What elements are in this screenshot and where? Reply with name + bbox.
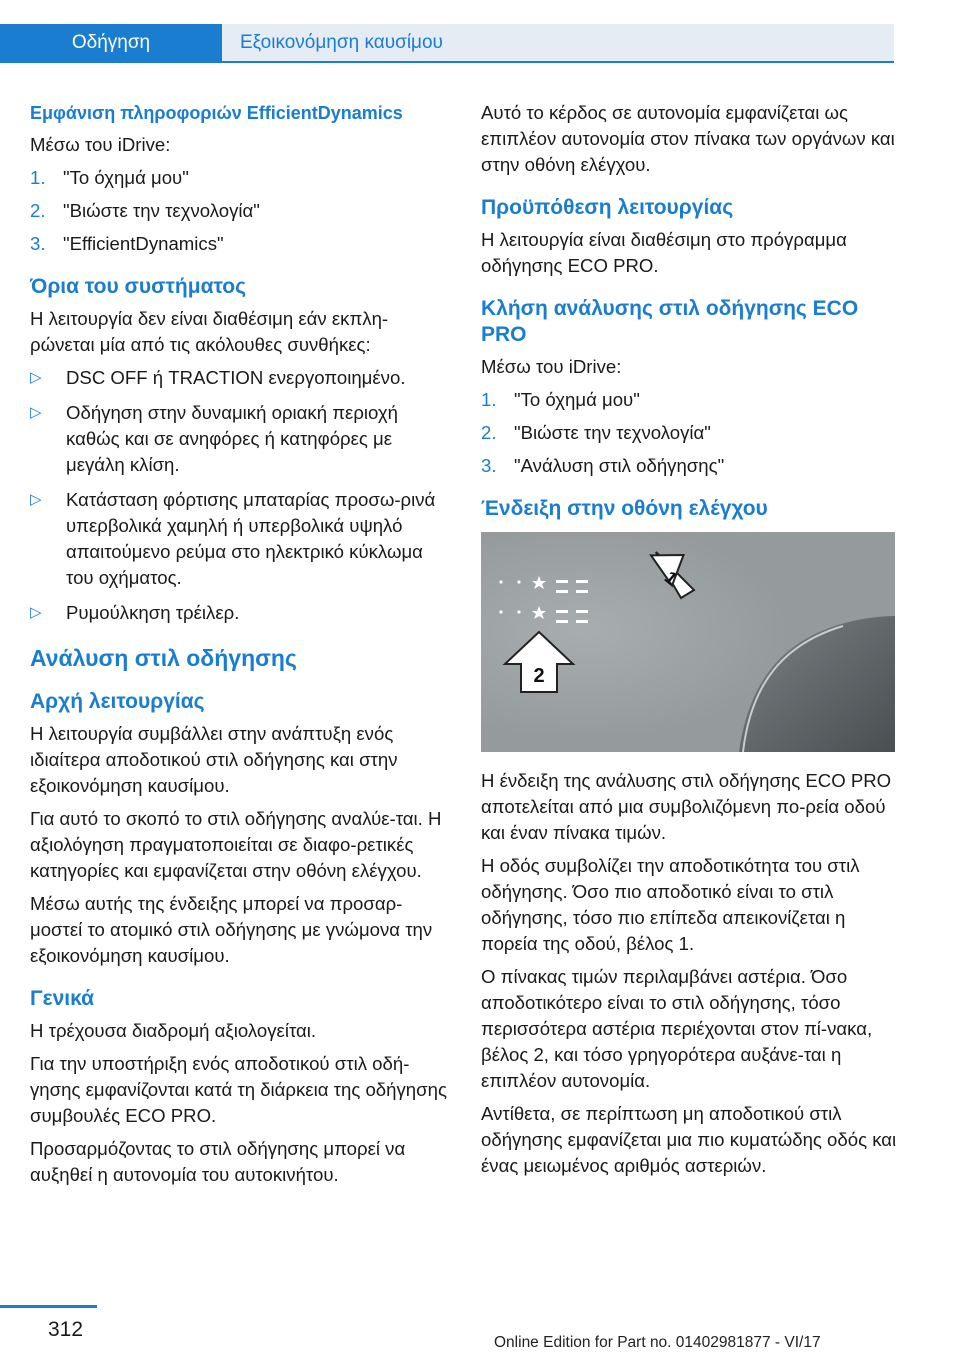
idrive-intro: Μέσω του iDrive: <box>30 134 171 155</box>
list-item <box>481 420 899 446</box>
paragraph: Η ένδειξη της ανάλυσης στιλ οδήγησης ECO PRO αποτελείται από μια συμβολιζόμενη πο-ρεία οδού και έναν πίνακα τιμών. <box>481 770 892 843</box>
section-title-driving-style-analysis: Ανάλυση στιλ οδήγησης <box>30 645 297 671</box>
step-number: 1. <box>30 167 46 188</box>
bullet-text: Κατάσταση φόρτισης μπαταρίας προσω-ρινά υπερβολικά χαμηλή ή υπερβολικά υψηλό απαιτούμενο ρεύμα στο ηλεκτρικό κύκλωμα του οχήματος. <box>66 489 436 588</box>
list-item <box>481 453 899 479</box>
section-title-efficientdynamics: Εμφάνιση πληροφοριών EfficientDynamics <box>30 103 403 123</box>
triangle-bullet-icon: ▷ <box>30 404 42 421</box>
triangle-bullet-icon: ▷ <box>30 604 42 621</box>
triangle-bullet-icon: ▷ <box>30 491 42 508</box>
paragraph: Η τρέχουσα διαδρομή αξιολογείται. <box>30 1020 317 1041</box>
page-header <box>0 0 960 62</box>
step-text: "EfficientDynamics" <box>63 233 224 254</box>
eco-pro-display-illustration <box>481 532 895 752</box>
section-title-system-limits: Όρια του συστήματος <box>30 275 247 298</box>
section-title-principle: Αρχή λειτουργίας <box>30 690 205 713</box>
left-column <box>30 100 448 1195</box>
right-column <box>481 100 899 1186</box>
section-tab: Εξοικονόμηση καυσίμου <box>222 24 894 62</box>
bullet-text: Ρυμούλκηση τρέιλερ. <box>66 602 240 623</box>
efficientdynamics-steps <box>30 165 448 257</box>
step-text: "Το όχημά μου" <box>63 167 189 188</box>
list-item <box>30 165 448 191</box>
system-limits-intro: Η λειτουργία δεν είναι διαθέσιμη εάν εκπλη-ρώνεται μία από τις ακόλουθες συνθήκες: <box>30 308 389 355</box>
callout-2-label: 2 <box>533 665 545 687</box>
section-title-call-analysis: Κλήση ανάλυσης στιλ οδήγησης ECO PRO <box>481 297 859 346</box>
step-number: 3. <box>481 455 497 476</box>
step-text: "Βιώστε την τεχνολογία" <box>63 200 260 221</box>
step-number: 2. <box>30 200 46 221</box>
step-text: "Βιώστε την τεχνολογία" <box>514 422 711 443</box>
paragraph: Προσαρμόζοντας το στιλ οδήγησης μπορεί να αυξηθεί η αυτονομία του αυτοκινήτου. <box>30 1138 406 1185</box>
list-item <box>30 231 448 257</box>
list-item <box>30 365 448 391</box>
triangle-bullet-icon: ▷ <box>30 369 42 386</box>
header-rule <box>0 61 894 63</box>
step-number: 3. <box>30 233 46 254</box>
list-item <box>30 487 448 591</box>
step-number: 2. <box>481 422 497 443</box>
paragraph: Για αυτό το σκοπό το στιλ οδήγησης αναλύε-ται. Η αξιολόγηση πραγματοποιείται σε διαφο-ρετικές κατηγορίες και εμφανίζεται στην οθόνη ελέγχου. <box>30 808 442 881</box>
footer-rule <box>0 1305 97 1308</box>
list-item <box>30 600 448 626</box>
list-item <box>30 198 448 224</box>
section-title-control-display: Ένδειξη στην οθόνη ελέγχου <box>481 497 768 520</box>
callout-1-label: 1 <box>660 567 682 589</box>
system-limits-list <box>30 365 448 626</box>
step-text: "Ανάλυση στιλ οδήγησης" <box>514 455 725 476</box>
section-title-general: Γενικά <box>30 987 95 1010</box>
bullet-text: DSC OFF ή TRACTION ενεργοποιημένο. <box>66 367 406 388</box>
paragraph: Η οδός συμβολίζει την αποδοτικότητα του στιλ οδήγησης. Όσο πιο αποδοτικό είναι το στιλ οδήγησης, τόσο πιο επίπεδα απεικονίζεται η πορεία της οδού, βέλος 1. <box>481 855 860 954</box>
paragraph: Αντίθετα, σε περίπτωση μη αποδοτικού στιλ οδήγησης εμφανίζεται μια πιο κυματώδης οδός και ένας μειωμένος αριθμός αστεριών. <box>481 1103 897 1176</box>
paragraph: Αυτό το κέρδος σε αυτονομία εμφανίζεται ως επιπλέον αυτονομία στον πίνακα των οργάνων και στην οθόνη ελέγχου. <box>481 102 895 175</box>
step-number: 1. <box>481 389 497 410</box>
list-item <box>481 387 899 413</box>
paragraph: Ο πίνακας τιμών περιλαμβάνει αστέρια. Όσο αποδοτικότερο είναι το στιλ οδήγησης, τόσο περισσότερα αστέρια περιέχονται στον πί-νακα, βέλος 2, και τόσο γρηγορότερα αυξάνε-ται η επιπλέον αυτονομία. <box>481 966 873 1091</box>
paragraph: Η λειτουργία είναι διαθέσιμη στο πρόγραμμα οδήγησης ECO PRO. <box>481 229 847 276</box>
edition-note: Online Edition for Part no. 01402981877 - VI/17 <box>494 1334 821 1351</box>
idrive-intro: Μέσω του iDrive: <box>481 356 622 377</box>
section-title-prerequisite: Προϋπόθεση λειτουργίας <box>481 196 734 219</box>
call-analysis-steps <box>481 387 899 479</box>
eco-pro-display-figure <box>481 532 895 752</box>
paragraph: Η λειτουργία συμβάλλει στην ανάπτυξη ενός ιδιαίτερα αποδοτικού στιλ οδήγησης και στην εξοικονόμηση καυσίμου. <box>30 723 398 796</box>
chapter-tab: Οδήγηση <box>0 24 222 62</box>
step-text: "Το όχημά μου" <box>514 389 640 410</box>
page-number: 312 <box>48 1318 84 1341</box>
paragraph: Μέσω αυτής της ένδειξης μπορεί να προσαρ-μοστεί το ατομικό στιλ οδήγησης με γνώμονα την εξοικονόμηση καυσίμου. <box>30 893 433 966</box>
list-item <box>30 400 448 478</box>
bullet-text: Οδήγηση στην δυναμική οριακή περιοχή καθώς και σε ανηφόρες ή κατηφόρες με μεγάλη κλίση. <box>66 402 398 475</box>
paragraph: Για την υποστήριξη ενός αποδοτικού στιλ οδή-γησης εμφανίζονται κατά τη διάρκεια της οδήγησης συμβουλές ECO PRO. <box>30 1053 447 1126</box>
